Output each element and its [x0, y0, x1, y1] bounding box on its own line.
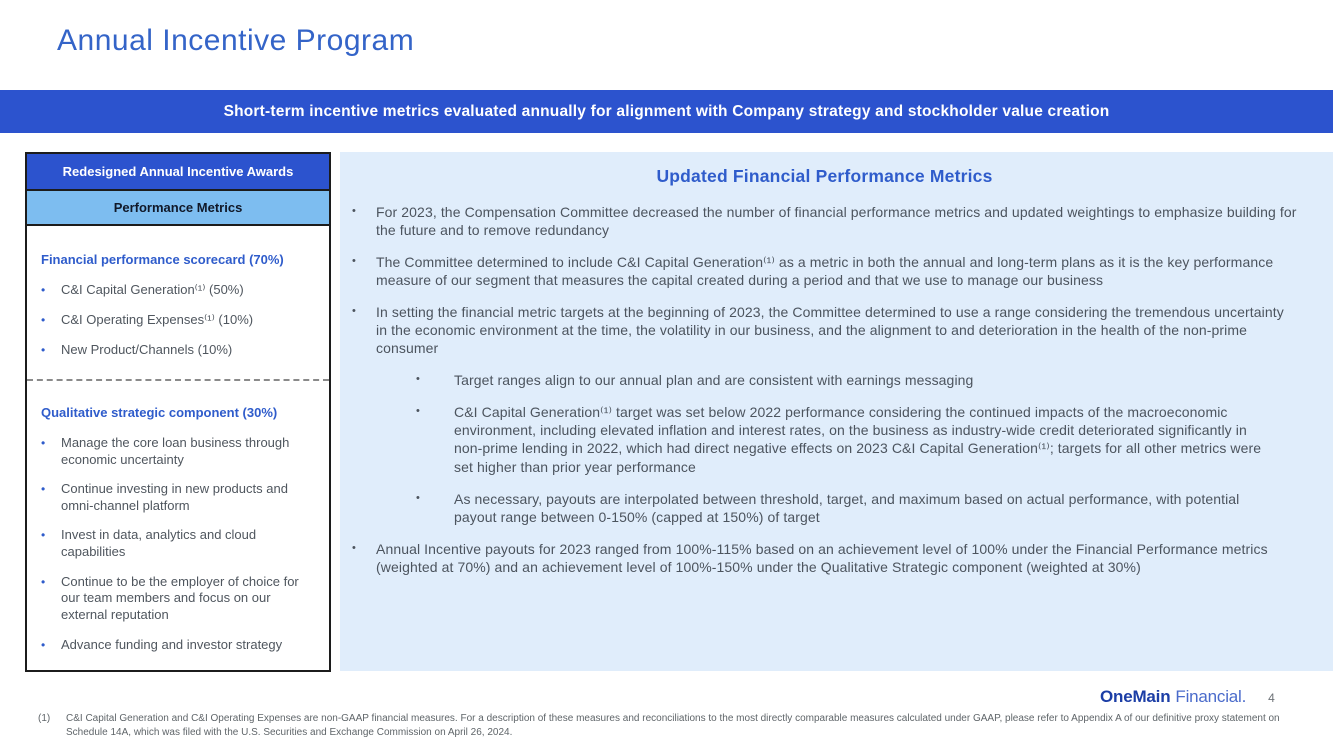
financial-scorecard-heading: Financial performance scorecard (70%) — [41, 252, 284, 267]
list-item — [352, 540, 1297, 576]
footnote — [38, 712, 1288, 740]
sub-list-item — [416, 490, 1277, 526]
list-item-label: Continue to be the employer of choice for our team members and focus on our external reputation — [61, 573, 299, 622]
sidebar-header-secondary: Performance Metrics — [27, 191, 329, 226]
footnote-marker: (1) — [38, 713, 51, 724]
list-item — [352, 253, 1297, 289]
list-item-label: Continue investing in new products and omni-channel platform — [61, 481, 288, 513]
bullet-icon — [41, 312, 52, 329]
bullet-icon — [41, 637, 52, 654]
bullet-icon — [352, 203, 362, 239]
bullet-icon — [416, 490, 440, 526]
sidebar-body — [27, 226, 329, 676]
list-item-label: Invest in data, analytics and cloud capabilities — [61, 527, 257, 560]
banner — [0, 90, 1333, 133]
bullet-icon — [352, 540, 362, 576]
bullet-icon — [416, 403, 440, 475]
list-item — [41, 312, 315, 329]
list-item-label: Target ranges align to our annual plan and are consistent with earnings messaging — [454, 372, 974, 389]
bullet-icon — [41, 342, 52, 359]
list-item-label: C&I Capital Generation⁽¹⁾ target was set below 2022 performance considering the continued impacts of the macroeconomic environment, including elevated inflation and interest rates, on the business as industry-wide credit deteriorated significantly in non-prime lending in 2022, which had direct negative effects on 2023 C&I Capital Generation⁽¹⁾; targets for all other metrics were set higher than prior year performance — [454, 404, 1262, 475]
list-item-label: Annual Incentive payouts for 2023 ranged from 100%-115% based on an achievement level of 100% under the Financial Performance metrics (weighted at 70%) and an achievement level of 100%-150% under the Qualitative Strategic component (weighted at 30%) — [376, 540, 1268, 575]
onemain-logo: OneMain — [1100, 687, 1171, 706]
list-item — [41, 574, 315, 624]
sub-list-item — [416, 403, 1277, 475]
bullet-icon — [416, 371, 440, 389]
bullet-icon — [352, 253, 362, 289]
list-item-label: Advance funding and investor strategy — [61, 636, 283, 652]
main-panel — [340, 152, 1333, 671]
page-title: Annual Incentive Program — [57, 24, 415, 57]
page-number: 4 — [1268, 691, 1275, 705]
sub-list-item — [416, 371, 1277, 389]
sidebar — [25, 152, 331, 672]
list-item-label: C&I Operating Expenses⁽¹⁾ (10%) — [61, 312, 254, 328]
bullet-icon — [41, 574, 52, 624]
list-item — [41, 435, 315, 468]
banner-text: Short-term incentive metrics evaluated annually for alignment with Company strategy and stockholder value creation — [223, 102, 1110, 120]
sidebar-header-primary: Redesigned Annual Incentive Awards — [27, 154, 329, 191]
bullet-icon — [41, 435, 52, 468]
list-item-label: The Committee determined to include C&I Capital Generation⁽¹⁾ as a metric in both the annual and long-term plans as it is the key performance measure of our segment that measures the capital created during a period and that we use to manage our business — [376, 254, 1274, 289]
footer-brand — [1100, 687, 1310, 707]
list-item — [41, 637, 315, 654]
list-item-label: In setting the financial metric targets at the beginning of 2023, the Committee determined to use a range considering the tremendous uncertainty in the economic environment at the time, the volatility in our business, and the alignment to and deterioration in the health of the non-prime consumer — [376, 304, 1284, 357]
list-item-label: As necessary, payouts are interpolated between threshold, target, and maximum based on actual performance, with potential payout range between 0-150% (capped at 150%) of target — [454, 490, 1240, 525]
footnote-text: C&I Capital Generation and C&I Operating Expenses are non-GAAP financial measures. For a description of these measures and reconciliations to the most directly comparable measures calculated under GAAP, please refer to Appendix A of our definitive proxy statement on Schedule 14A, which was filed with the U.S. Securities and Exchange Commission on April 26, 2024. — [66, 713, 1280, 738]
list-item — [41, 282, 315, 299]
dashed-divider — [27, 379, 329, 381]
list-item — [352, 203, 1297, 239]
list-item — [41, 342, 315, 359]
bullet-icon — [352, 303, 362, 357]
panel-heading: Updated Financial Performance Metrics — [656, 166, 993, 186]
list-item-label: Manage the core loan business through economic uncertainty — [61, 434, 290, 467]
list-item — [41, 481, 315, 514]
qualitative-component-heading: Qualitative strategic component (30%) — [41, 404, 278, 420]
bullet-icon — [41, 282, 52, 299]
list-item — [352, 303, 1297, 357]
onemain-logo-financial: Financial. — [1175, 687, 1247, 706]
list-item-label: For 2023, the Compensation Committee decreased the number of financial performance metrics and updated weightings to emphasize building for the future and to remove redundancy — [376, 204, 1297, 239]
bullet-icon — [41, 527, 52, 560]
list-item-label: New Product/Channels (10%) — [61, 341, 233, 357]
list-item — [41, 527, 315, 560]
bullet-icon — [41, 481, 52, 514]
list-item-label: C&I Capital Generation⁽¹⁾ (50%) — [61, 282, 244, 298]
